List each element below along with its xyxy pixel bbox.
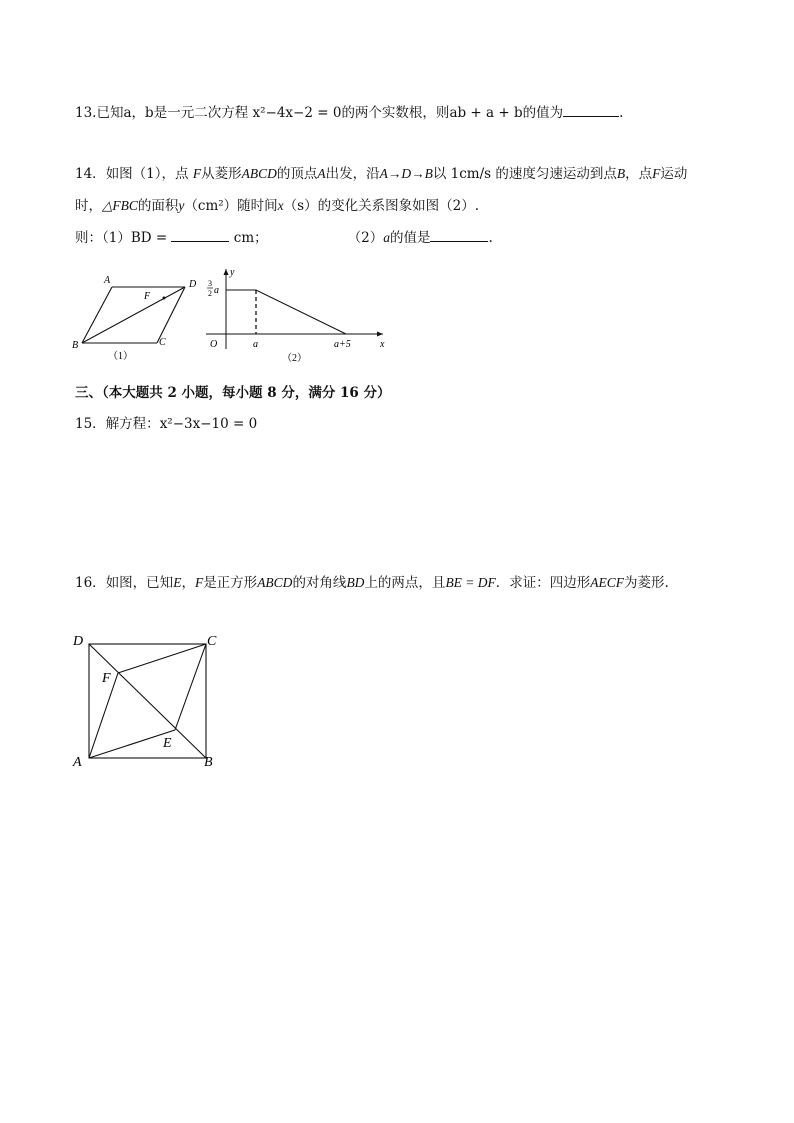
q14-rhombus-name: ABCD <box>241 166 277 181</box>
label-d: D <box>189 279 197 290</box>
q13-number: 13. <box>75 105 97 121</box>
q14-var-y: y <box>178 198 185 213</box>
question-15 <box>75 415 257 433</box>
label-e: E <box>163 736 172 751</box>
q14-text: 的值是 <box>389 230 431 246</box>
q13-answer-blank[interactable] <box>563 104 619 117</box>
y-axis-label: y <box>230 267 235 278</box>
figure-1-caption: （1） <box>108 351 133 362</box>
question-14-line-2 <box>75 197 479 215</box>
q16-text: 上的两点，且 <box>364 575 446 591</box>
diagonal-bd <box>89 644 206 758</box>
q16-text: 是正方形 <box>203 575 258 591</box>
figure-area-graph <box>198 263 398 368</box>
question-13 <box>75 104 623 122</box>
q14-point-f: F <box>652 166 661 181</box>
q14-text: 的面积 <box>137 198 179 214</box>
label-c: C <box>159 337 166 348</box>
fraction-numerator: 3 <box>208 279 212 288</box>
q13-var-b: b <box>145 105 154 121</box>
q14-text: （s）的变化关系图象如图（2）. <box>283 198 479 214</box>
q13-sep: ， <box>131 105 146 121</box>
q14-triangle: △FBC <box>102 198 138 213</box>
q14-point-f: F <box>192 166 202 181</box>
q14-number: 14． <box>75 166 106 182</box>
question-14-line-3 <box>75 229 493 247</box>
label-c: C <box>207 634 217 649</box>
question-14-line-1 <box>75 165 687 183</box>
q14-text: ，点 <box>625 166 653 182</box>
figure-square <box>65 628 230 778</box>
figure-2-caption: （2） <box>282 353 307 364</box>
graph-line <box>226 290 346 334</box>
label-b: B <box>204 755 213 770</box>
x-axis-label: x <box>380 339 385 350</box>
q16-point-f: F <box>194 575 204 590</box>
q16-text: ．求证：四边形 <box>495 575 591 591</box>
segment-fc <box>118 644 206 673</box>
rhombus-side-dc <box>157 287 185 343</box>
q14-text: 时， <box>75 198 102 214</box>
q14-bd-answer-blank[interactable] <box>171 229 229 242</box>
q14-text: 如图（1），点 <box>105 166 193 182</box>
x-axis-arrow <box>377 332 383 337</box>
question-16 <box>75 574 669 592</box>
q14-text: 出发，沿 <box>325 166 380 182</box>
fraction-variable: a <box>214 285 219 296</box>
label-a: A <box>104 275 111 286</box>
label-b: B <box>72 340 79 351</box>
tick-label-a-plus-5: a+5 <box>334 339 351 350</box>
q14-text: 从菱形 <box>201 166 242 182</box>
q14-path: A→D→B <box>379 166 433 181</box>
origin-label: O <box>210 339 218 350</box>
segment-ce <box>175 644 206 730</box>
q13-var-a: a <box>123 105 132 121</box>
q15-number: 15． <box>75 416 106 432</box>
y-axis-arrow <box>224 269 229 275</box>
q16-quad-name: AECF <box>590 575 625 590</box>
q14-text: 运动 <box>660 166 688 182</box>
q13-text-2: 是一元二次方程 <box>153 105 253 121</box>
q14-text: 以 1cm/s 的速度匀速运动到点 <box>432 166 617 182</box>
q13-text-1: 已知 <box>96 105 124 121</box>
q16-point-e: E <box>173 575 182 590</box>
q14-text: . <box>488 230 493 246</box>
q14-text: 的顶点 <box>276 166 318 182</box>
q14-a-answer-blank[interactable] <box>430 229 488 242</box>
q16-number: 16． <box>75 575 106 591</box>
q13-expression: ab + a + b <box>449 105 523 121</box>
q14-text: cm； <box>229 230 268 246</box>
figure-rhombus <box>60 265 210 365</box>
label-f: F <box>102 671 111 686</box>
label-f: F <box>144 291 151 302</box>
section-3-heading: 三、（本大题共 2 小题，每小题 8 分，满分 16 分） <box>75 385 391 401</box>
q14-text: 则：（1）BD = <box>75 230 172 246</box>
tick-label-a: a <box>253 339 258 350</box>
q16-text: 的对角线 <box>292 575 347 591</box>
q16-text: 为菱形. <box>624 575 669 591</box>
label-a: A <box>73 755 82 770</box>
q15-equation: x²−3x−10 = 0 <box>159 416 258 432</box>
fraction-denominator: 2 <box>208 289 212 298</box>
q14-text: （cm²）随时间 <box>184 198 278 214</box>
q16-condition: BE = DF <box>445 575 496 590</box>
q14-var-x: x <box>277 198 284 213</box>
q13-text-4: 的值为 <box>522 105 564 121</box>
q13-equation: x²−4x−2 = 0 <box>252 105 342 121</box>
label-d: D <box>73 634 84 649</box>
q14-var-a: a <box>383 230 390 245</box>
q16-diagonal-name: BD <box>346 575 365 590</box>
q15-text: 解方程： <box>105 416 160 432</box>
q16-square-name: ABCD <box>257 575 293 590</box>
q13-text-3: 的两个实数根，则 <box>341 105 450 121</box>
q14-text: （2） <box>347 230 384 246</box>
q14-point-a: A <box>317 166 326 181</box>
point-f-dot <box>163 297 166 300</box>
q14-point-b: B <box>616 166 626 181</box>
q16-text: ， <box>181 575 195 591</box>
q16-text: 如图，已知 <box>105 575 174 591</box>
q13-end: . <box>619 105 624 121</box>
